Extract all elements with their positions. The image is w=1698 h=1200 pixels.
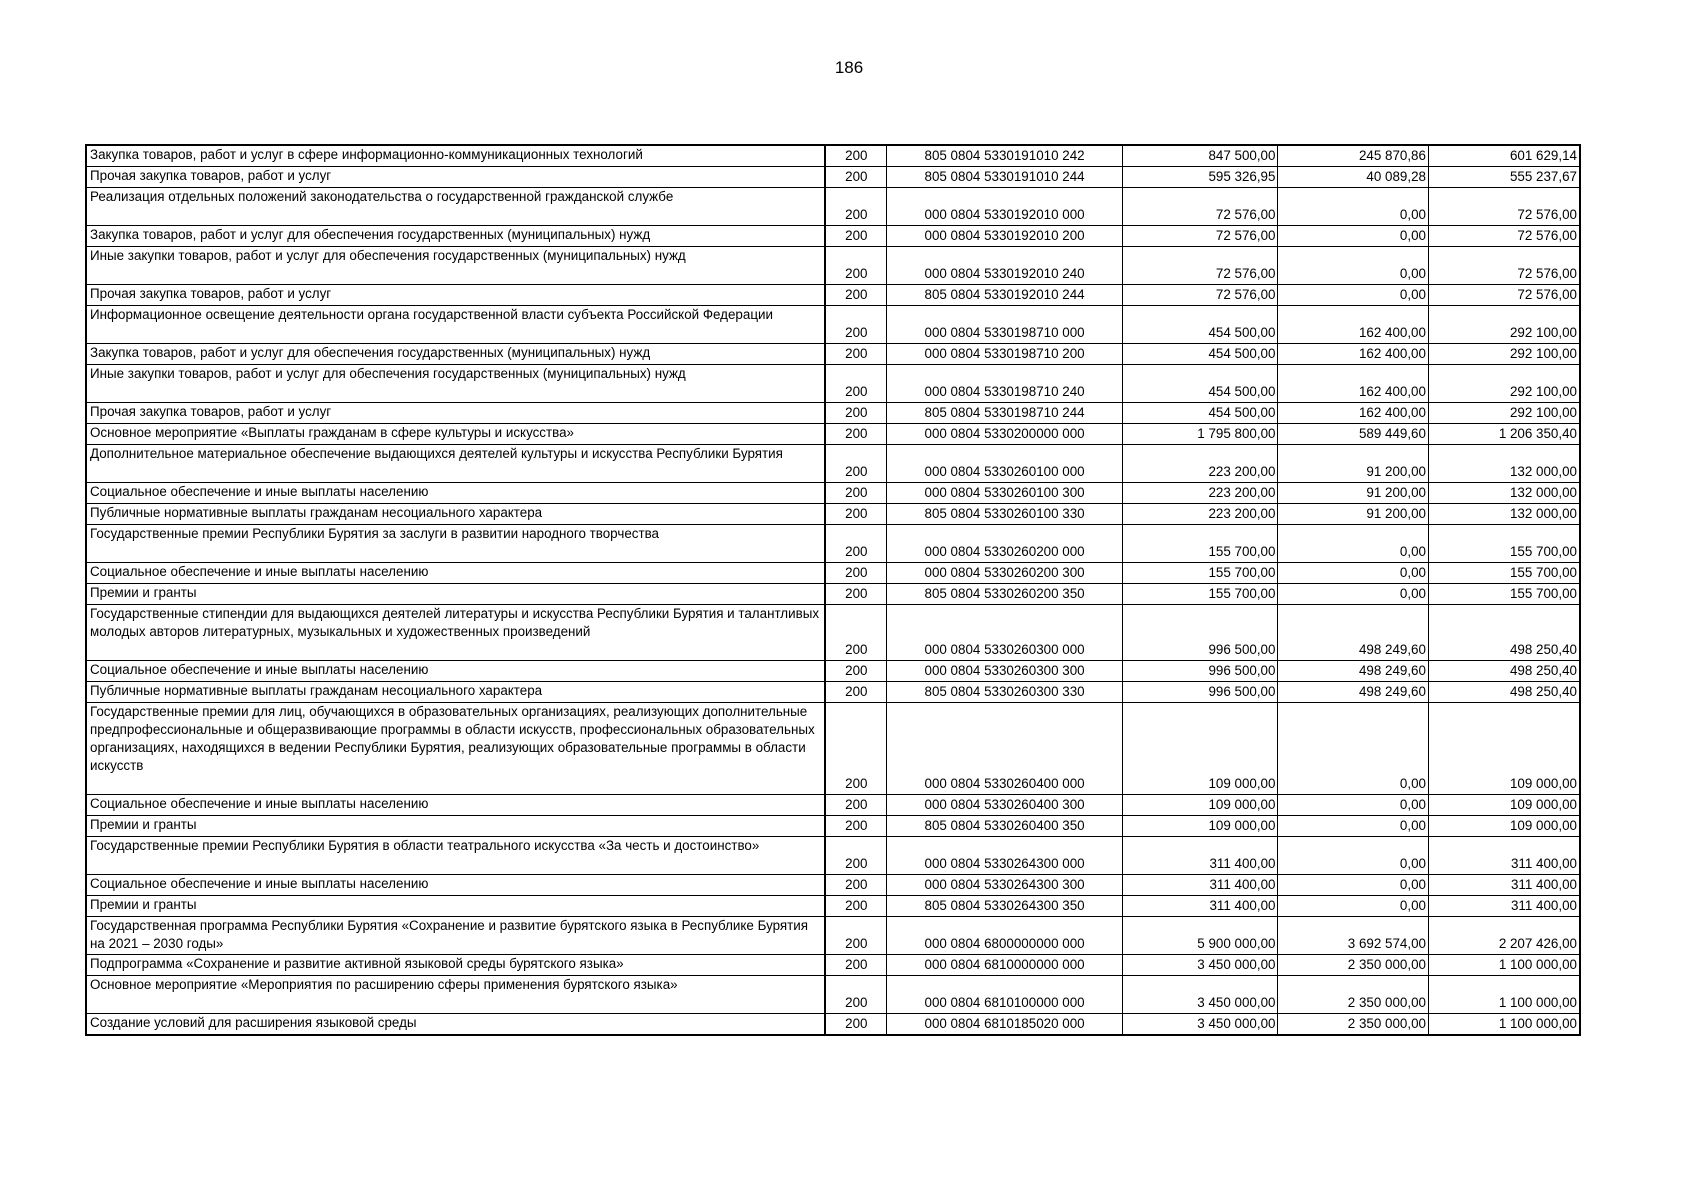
row-code-cell: 200 (825, 584, 886, 605)
row-name-cell: Закупка товаров, работ и услуг в сфере информационно-коммуникационных технологий (86, 145, 825, 167)
row-name-cell: Закупка товаров, работ и услуг для обеспечения государственных (муниципальных) нужд (86, 344, 825, 365)
row-name-cell: Подпрограмма «Сохранение и развитие активной языковой среды бурятского языка» (86, 955, 825, 976)
row-remaining-cell: 292 100,00 (1428, 403, 1580, 424)
row-approved-cell: 72 576,00 (1122, 285, 1278, 306)
row-remaining-cell: 311 400,00 (1428, 896, 1580, 917)
row-executed-cell: 3 692 574,00 (1278, 917, 1429, 955)
table-row (86, 285, 1580, 306)
row-kbk-cell: 000 0804 5330260400 000 (887, 703, 1123, 795)
row-remaining-cell: 72 576,00 (1428, 247, 1580, 285)
row-code-cell: 200 (825, 145, 886, 167)
row-executed-cell: 2 350 000,00 (1278, 955, 1429, 976)
row-remaining-cell: 1 100 000,00 (1428, 955, 1580, 976)
row-code-cell: 200 (825, 955, 886, 976)
row-code-cell: 200 (825, 306, 886, 344)
row-approved-cell: 595 326,95 (1122, 167, 1278, 188)
row-kbk-cell: 000 0804 5330264300 000 (887, 837, 1123, 875)
row-name-cell: Закупка товаров, работ и услуг для обеспечения государственных (муниципальных) нужд (86, 226, 825, 247)
row-code-cell: 200 (825, 167, 886, 188)
row-kbk-cell: 000 0804 5330192010 240 (887, 247, 1123, 285)
row-remaining-cell: 292 100,00 (1428, 365, 1580, 403)
row-kbk-cell: 000 0804 5330200000 000 (887, 424, 1123, 445)
row-code-cell: 200 (825, 1014, 886, 1036)
row-approved-cell: 109 000,00 (1122, 816, 1278, 837)
row-remaining-cell: 1 100 000,00 (1428, 1014, 1580, 1036)
row-name-cell: Прочая закупка товаров, работ и услуг (86, 285, 825, 306)
table-row (86, 504, 1580, 525)
table-row (86, 306, 1580, 344)
row-name-cell: Премии и гранты (86, 816, 825, 837)
row-name-cell: Премии и гранты (86, 584, 825, 605)
row-code-cell: 200 (825, 837, 886, 875)
row-kbk-cell: 000 0804 6800000000 000 (887, 917, 1123, 955)
row-approved-cell: 155 700,00 (1122, 525, 1278, 563)
row-kbk-cell: 000 0804 5330260400 300 (887, 795, 1123, 816)
row-code-cell: 200 (825, 795, 886, 816)
row-remaining-cell: 292 100,00 (1428, 306, 1580, 344)
row-remaining-cell: 72 576,00 (1428, 285, 1580, 306)
row-kbk-cell: 000 0804 6810100000 000 (887, 976, 1123, 1014)
row-approved-cell: 996 500,00 (1122, 605, 1278, 661)
row-approved-cell: 454 500,00 (1122, 365, 1278, 403)
row-remaining-cell: 311 400,00 (1428, 837, 1580, 875)
row-approved-cell: 109 000,00 (1122, 795, 1278, 816)
row-remaining-cell: 72 576,00 (1428, 226, 1580, 247)
row-code-cell: 200 (825, 188, 886, 226)
table-row (86, 795, 1580, 816)
row-remaining-cell: 2 207 426,00 (1428, 917, 1580, 955)
row-remaining-cell: 498 250,40 (1428, 682, 1580, 703)
row-approved-cell: 72 576,00 (1122, 226, 1278, 247)
row-kbk-cell: 000 0804 5330192010 000 (887, 188, 1123, 226)
row-name-cell: Социальное обеспечение и иные выплаты населению (86, 563, 825, 584)
row-code-cell: 200 (825, 605, 886, 661)
table-row (86, 188, 1580, 226)
row-approved-cell: 155 700,00 (1122, 563, 1278, 584)
row-approved-cell: 454 500,00 (1122, 306, 1278, 344)
row-executed-cell: 2 350 000,00 (1278, 1014, 1429, 1036)
row-executed-cell: 0,00 (1278, 816, 1429, 837)
row-approved-cell: 109 000,00 (1122, 703, 1278, 795)
row-executed-cell: 498 249,60 (1278, 661, 1429, 682)
row-approved-cell: 454 500,00 (1122, 403, 1278, 424)
row-approved-cell: 223 200,00 (1122, 445, 1278, 483)
row-name-cell: Публичные нормативные выплаты гражданам несоциального характера (86, 682, 825, 703)
row-code-cell: 200 (825, 703, 886, 795)
row-approved-cell: 223 200,00 (1122, 483, 1278, 504)
row-remaining-cell: 292 100,00 (1428, 344, 1580, 365)
row-executed-cell: 0,00 (1278, 795, 1429, 816)
row-name-cell: Прочая закупка товаров, работ и услуг (86, 167, 825, 188)
row-executed-cell: 162 400,00 (1278, 306, 1429, 344)
row-approved-cell: 72 576,00 (1122, 188, 1278, 226)
row-approved-cell: 454 500,00 (1122, 344, 1278, 365)
table-row (86, 1014, 1580, 1036)
row-executed-cell: 2 350 000,00 (1278, 976, 1429, 1014)
row-name-cell: Социальное обеспечение и иные выплаты населению (86, 483, 825, 504)
row-name-cell: Создание условий для расширения языковой среды (86, 1014, 825, 1036)
row-code-cell: 200 (825, 896, 886, 917)
row-name-cell: Государственная программа Республики Бурятия «Сохранение и развитие бурятского языка в Республике Бурятия на 2021 – 2030 годы» (86, 917, 825, 955)
table-row (86, 875, 1580, 896)
row-name-cell: Дополнительное материальное обеспечение выдающихся деятелей культуры и искусства Республики Бурятия (86, 445, 825, 483)
row-kbk-cell: 000 0804 5330260200 000 (887, 525, 1123, 563)
row-name-cell: Премии и гранты (86, 896, 825, 917)
row-kbk-cell: 805 0804 5330264300 350 (887, 896, 1123, 917)
row-approved-cell: 996 500,00 (1122, 682, 1278, 703)
row-name-cell: Основное мероприятие «Выплаты гражданам в сфере культуры и искусства» (86, 424, 825, 445)
row-name-cell: Прочая закупка товаров, работ и услуг (86, 403, 825, 424)
row-remaining-cell: 498 250,40 (1428, 605, 1580, 661)
row-code-cell: 200 (825, 563, 886, 584)
row-executed-cell: 91 200,00 (1278, 504, 1429, 525)
row-approved-cell: 155 700,00 (1122, 584, 1278, 605)
row-executed-cell: 498 249,60 (1278, 605, 1429, 661)
row-kbk-cell: 000 0804 6810000000 000 (887, 955, 1123, 976)
row-kbk-cell: 000 0804 5330260200 300 (887, 563, 1123, 584)
row-executed-cell: 0,00 (1278, 285, 1429, 306)
row-kbk-cell: 805 0804 5330192010 244 (887, 285, 1123, 306)
row-remaining-cell: 72 576,00 (1428, 188, 1580, 226)
row-approved-cell: 72 576,00 (1122, 247, 1278, 285)
row-executed-cell: 91 200,00 (1278, 483, 1429, 504)
row-executed-cell: 0,00 (1278, 703, 1429, 795)
row-kbk-cell: 805 0804 5330260200 350 (887, 584, 1123, 605)
row-code-cell: 200 (825, 875, 886, 896)
row-code-cell: 200 (825, 247, 886, 285)
row-executed-cell: 0,00 (1278, 584, 1429, 605)
row-executed-cell: 245 870,86 (1278, 145, 1429, 167)
row-code-cell: 200 (825, 403, 886, 424)
row-kbk-cell: 000 0804 5330260100 000 (887, 445, 1123, 483)
row-code-cell: 200 (825, 525, 886, 563)
row-kbk-cell: 000 0804 5330264300 300 (887, 875, 1123, 896)
row-name-cell: Информационное освещение деятельности органа государственной власти субъекта Российской Федерации (86, 306, 825, 344)
row-approved-cell: 5 900 000,00 (1122, 917, 1278, 955)
table-row (86, 917, 1580, 955)
row-kbk-cell: 000 0804 5330192010 200 (887, 226, 1123, 247)
row-executed-cell: 0,00 (1278, 896, 1429, 917)
row-code-cell: 200 (825, 445, 886, 483)
row-name-cell: Иные закупки товаров, работ и услуг для обеспечения государственных (муниципальных) нужд (86, 365, 825, 403)
row-name-cell: Реализация отдельных положений законодательства о государственной гражданской службе (86, 188, 825, 226)
row-executed-cell: 162 400,00 (1278, 365, 1429, 403)
table-row (86, 445, 1580, 483)
page-number: 186 (834, 58, 864, 77)
row-name-cell: Государственные премии для лиц, обучающихся в образовательных организациях, реализующих дополнительные предпрофессиональные и общеразвивающие программы в области искусств, профессиональных образовательных организациях, находящихся в ведении Республики Бурятия, реализующих образовательные программы в области искусств (86, 703, 825, 795)
row-kbk-cell: 805 0804 5330260400 350 (887, 816, 1123, 837)
row-remaining-cell: 132 000,00 (1428, 445, 1580, 483)
row-approved-cell: 223 200,00 (1122, 504, 1278, 525)
row-name-cell: Социальное обеспечение и иные выплаты населению (86, 661, 825, 682)
row-name-cell: Социальное обеспечение и иные выплаты населению (86, 875, 825, 896)
row-remaining-cell: 1 100 000,00 (1428, 976, 1580, 1014)
table-row (86, 837, 1580, 875)
table-row (86, 816, 1580, 837)
row-code-cell: 200 (825, 504, 886, 525)
row-name-cell: Государственные премии Республики Бурятия за заслуги в развитии народного творчества (86, 525, 825, 563)
row-code-cell: 200 (825, 226, 886, 247)
table-row (86, 703, 1580, 795)
row-approved-cell: 847 500,00 (1122, 145, 1278, 167)
row-code-cell: 200 (825, 483, 886, 504)
table-row (86, 661, 1580, 682)
row-kbk-cell: 000 0804 5330260300 300 (887, 661, 1123, 682)
row-remaining-cell: 555 237,67 (1428, 167, 1580, 188)
row-kbk-cell: 000 0804 5330198710 000 (887, 306, 1123, 344)
row-remaining-cell: 601 629,14 (1428, 145, 1580, 167)
row-kbk-cell: 000 0804 5330198710 200 (887, 344, 1123, 365)
row-remaining-cell: 155 700,00 (1428, 525, 1580, 563)
row-code-cell: 200 (825, 285, 886, 306)
row-code-cell: 200 (825, 344, 886, 365)
table-row (86, 605, 1580, 661)
row-approved-cell: 1 795 800,00 (1122, 424, 1278, 445)
table-row (86, 145, 1580, 167)
table-row (86, 584, 1580, 605)
row-name-cell: Иные закупки товаров, работ и услуг для обеспечения государственных (муниципальных) нужд (86, 247, 825, 285)
row-kbk-cell: 805 0804 5330191010 244 (887, 167, 1123, 188)
row-executed-cell: 0,00 (1278, 226, 1429, 247)
row-executed-cell: 0,00 (1278, 247, 1429, 285)
table-row (86, 563, 1580, 584)
table-body (86, 145, 1580, 1035)
row-name-cell: Публичные нормативные выплаты гражданам несоциального характера (86, 504, 825, 525)
row-remaining-cell: 109 000,00 (1428, 816, 1580, 837)
row-approved-cell: 311 400,00 (1122, 875, 1278, 896)
table-row (86, 424, 1580, 445)
row-kbk-cell: 805 0804 5330260300 330 (887, 682, 1123, 703)
table-row (86, 525, 1580, 563)
table-row (86, 955, 1580, 976)
row-code-cell: 200 (825, 682, 886, 703)
table-row (86, 682, 1580, 703)
table-row (86, 247, 1580, 285)
row-executed-cell: 0,00 (1278, 188, 1429, 226)
row-code-cell: 200 (825, 365, 886, 403)
row-name-cell: Социальное обеспечение и иные выплаты населению (86, 795, 825, 816)
row-code-cell: 200 (825, 424, 886, 445)
row-approved-cell: 311 400,00 (1122, 837, 1278, 875)
row-executed-cell: 498 249,60 (1278, 682, 1429, 703)
row-approved-cell: 996 500,00 (1122, 661, 1278, 682)
table-row (86, 976, 1580, 1014)
row-name-cell: Государственные премии Республики Бурятия в области театрального искусства «За честь и достоинство» (86, 837, 825, 875)
row-approved-cell: 3 450 000,00 (1122, 955, 1278, 976)
budget-execution-table (85, 144, 1581, 1036)
row-code-cell: 200 (825, 816, 886, 837)
row-kbk-cell: 000 0804 6810185020 000 (887, 1014, 1123, 1036)
table-row (86, 226, 1580, 247)
row-executed-cell: 40 089,28 (1278, 167, 1429, 188)
row-kbk-cell: 000 0804 5330198710 240 (887, 365, 1123, 403)
row-kbk-cell: 000 0804 5330260300 000 (887, 605, 1123, 661)
row-kbk-cell: 805 0804 5330191010 242 (887, 145, 1123, 167)
row-executed-cell: 0,00 (1278, 875, 1429, 896)
row-approved-cell: 3 450 000,00 (1122, 976, 1278, 1014)
row-remaining-cell: 155 700,00 (1428, 563, 1580, 584)
table-row (86, 365, 1580, 403)
table-row (86, 403, 1580, 424)
row-remaining-cell: 109 000,00 (1428, 795, 1580, 816)
row-code-cell: 200 (825, 976, 886, 1014)
row-approved-cell: 3 450 000,00 (1122, 1014, 1278, 1036)
row-code-cell: 200 (825, 661, 886, 682)
table-row (86, 483, 1580, 504)
row-executed-cell: 162 400,00 (1278, 403, 1429, 424)
row-executed-cell: 589 449,60 (1278, 424, 1429, 445)
row-remaining-cell: 109 000,00 (1428, 703, 1580, 795)
row-remaining-cell: 311 400,00 (1428, 875, 1580, 896)
row-executed-cell: 91 200,00 (1278, 445, 1429, 483)
row-name-cell: Основное мероприятие «Мероприятия по расширению сферы применения бурятского языка» (86, 976, 825, 1014)
row-executed-cell: 0,00 (1278, 563, 1429, 584)
row-remaining-cell: 132 000,00 (1428, 483, 1580, 504)
row-approved-cell: 311 400,00 (1122, 896, 1278, 917)
row-executed-cell: 0,00 (1278, 525, 1429, 563)
row-kbk-cell: 000 0804 5330260100 300 (887, 483, 1123, 504)
table-row (86, 167, 1580, 188)
row-remaining-cell: 132 000,00 (1428, 504, 1580, 525)
row-kbk-cell: 805 0804 5330198710 244 (887, 403, 1123, 424)
row-executed-cell: 162 400,00 (1278, 344, 1429, 365)
table-row (86, 344, 1580, 365)
row-name-cell: Государственные стипендии для выдающихся деятелей литературы и искусства Республики Бурятия и талантливых молодых авторов литературных, музыкальных и художественных произведений (86, 605, 825, 661)
row-executed-cell: 0,00 (1278, 837, 1429, 875)
table-row (86, 896, 1580, 917)
row-remaining-cell: 498 250,40 (1428, 661, 1580, 682)
row-remaining-cell: 155 700,00 (1428, 584, 1580, 605)
row-remaining-cell: 1 206 350,40 (1428, 424, 1580, 445)
row-kbk-cell: 805 0804 5330260100 330 (887, 504, 1123, 525)
row-code-cell: 200 (825, 917, 886, 955)
